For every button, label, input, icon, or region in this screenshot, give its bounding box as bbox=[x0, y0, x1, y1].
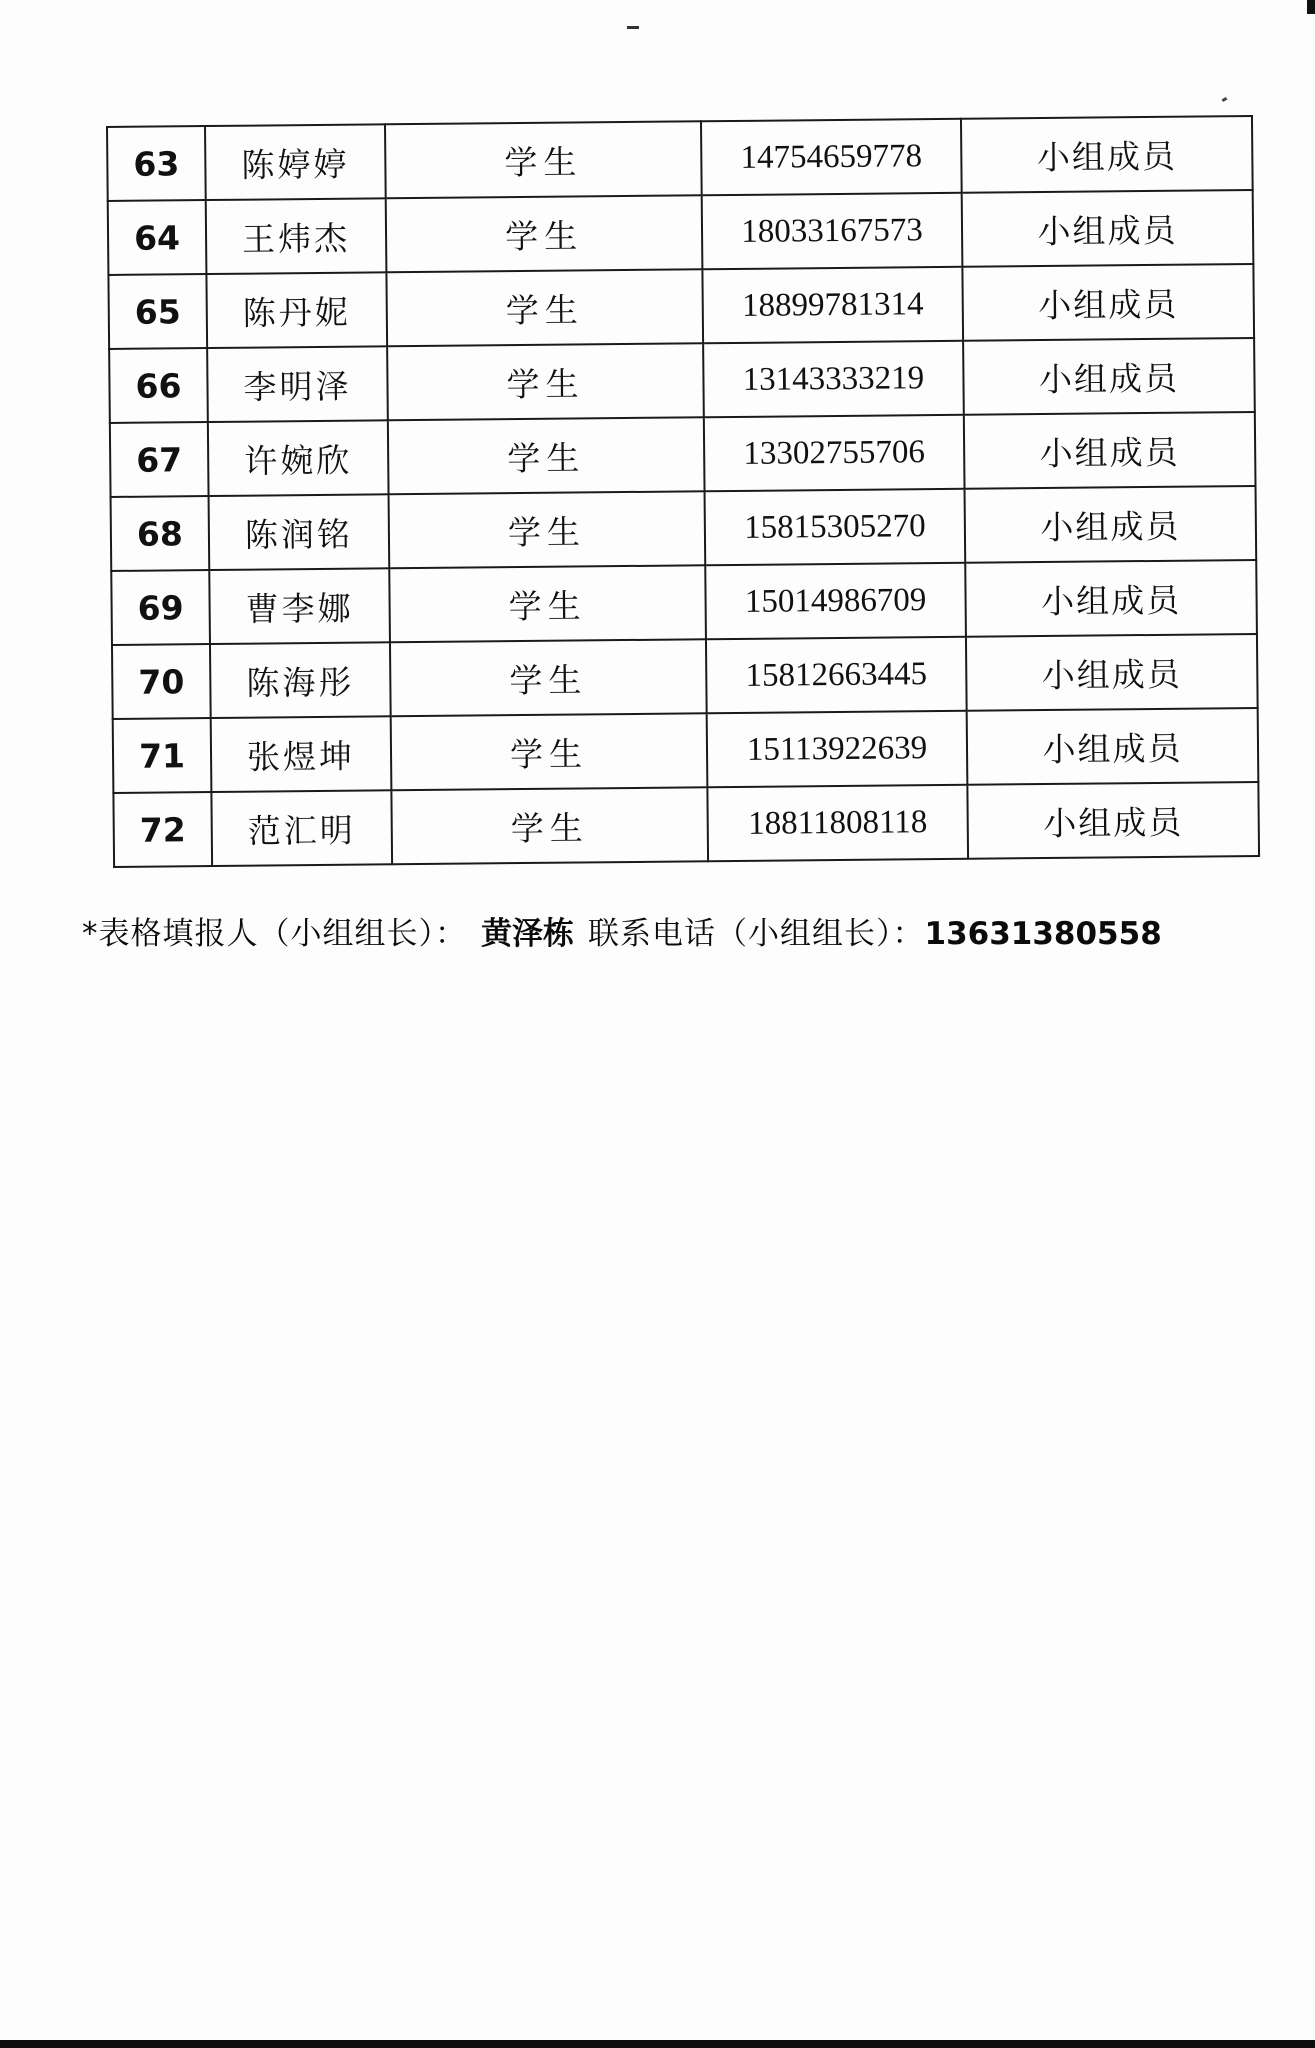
table-row bbox=[113, 782, 1259, 867]
reporter-label: *表格填报人（小组组长）： bbox=[82, 916, 467, 952]
member-name: 王炜杰 bbox=[206, 198, 387, 274]
member-phone: 15815305270 bbox=[705, 489, 966, 565]
reporter-name: 黄泽栋 bbox=[481, 916, 574, 952]
contact-phone-label: 联系电话（小组组长）： bbox=[588, 916, 925, 952]
table-row bbox=[109, 338, 1255, 423]
member-name: 范汇明 bbox=[211, 790, 392, 866]
row-number: 72 bbox=[113, 792, 212, 867]
member-role: 学生 bbox=[386, 195, 703, 272]
member-position: 小组成员 bbox=[962, 264, 1254, 341]
member-position: 小组成员 bbox=[967, 708, 1259, 785]
table-row bbox=[108, 190, 1254, 275]
member-role: 学生 bbox=[385, 121, 702, 198]
scan-edge-mark bbox=[0, 2040, 1315, 2048]
member-position: 小组成员 bbox=[965, 486, 1257, 563]
row-number: 70 bbox=[112, 644, 211, 719]
member-position: 小组成员 bbox=[967, 782, 1259, 859]
member-role: 学生 bbox=[391, 787, 708, 864]
member-phone: 18811808118 bbox=[707, 785, 968, 861]
member-phone: 14754659778 bbox=[701, 119, 962, 195]
scan-edge-mark bbox=[1307, 0, 1315, 14]
member-position: 小组成员 bbox=[964, 412, 1256, 489]
member-phone: 15014986709 bbox=[705, 563, 966, 639]
member-role: 学生 bbox=[387, 343, 704, 420]
member-role: 学生 bbox=[386, 269, 703, 346]
member-name: 陈润铭 bbox=[209, 494, 390, 570]
member-name: 张煜坤 bbox=[211, 716, 392, 792]
contact-phone-value: 13631380558 bbox=[924, 916, 1162, 952]
member-phone: 18899781314 bbox=[702, 267, 963, 343]
table-row bbox=[108, 264, 1254, 349]
table-row bbox=[113, 708, 1259, 793]
table-row bbox=[111, 560, 1257, 645]
row-number: 65 bbox=[108, 274, 207, 349]
member-phone: 13143333219 bbox=[703, 341, 964, 417]
table-row bbox=[107, 116, 1253, 201]
table-row bbox=[112, 634, 1258, 719]
member-phone: 13302755706 bbox=[704, 415, 965, 491]
member-role: 学生 bbox=[388, 417, 705, 494]
row-number: 63 bbox=[107, 126, 206, 201]
member-role: 学生 bbox=[389, 491, 706, 568]
row-number: 64 bbox=[108, 200, 207, 275]
member-phone: 15812663445 bbox=[706, 637, 967, 713]
member-name: 曹李娜 bbox=[209, 568, 390, 644]
scan-speck bbox=[627, 26, 639, 29]
member-position: 小组成员 bbox=[966, 634, 1258, 711]
member-position: 小组成员 bbox=[963, 338, 1255, 415]
table-row bbox=[110, 412, 1256, 497]
member-position: 小组成员 bbox=[965, 560, 1257, 637]
row-number: 66 bbox=[109, 348, 208, 423]
member-table bbox=[106, 115, 1260, 868]
member-table-container bbox=[106, 115, 1258, 868]
scan-speck bbox=[1222, 97, 1228, 102]
member-position: 小组成员 bbox=[962, 190, 1254, 267]
reporter-footnote bbox=[82, 908, 1282, 953]
member-name: 陈海彤 bbox=[210, 642, 391, 718]
member-role: 学生 bbox=[391, 713, 708, 790]
member-name: 陈丹妮 bbox=[206, 272, 387, 348]
member-position: 小组成员 bbox=[961, 116, 1253, 193]
member-role: 学生 bbox=[390, 639, 707, 716]
member-name: 陈婷婷 bbox=[205, 124, 386, 200]
row-number: 69 bbox=[111, 570, 210, 645]
table-row bbox=[111, 486, 1257, 571]
member-name: 李明泽 bbox=[207, 346, 388, 422]
row-number: 68 bbox=[111, 496, 210, 571]
member-phone: 15113922639 bbox=[707, 711, 968, 787]
row-number: 67 bbox=[110, 422, 209, 497]
member-phone: 18033167573 bbox=[702, 193, 963, 269]
row-number: 71 bbox=[113, 718, 212, 793]
member-role: 学生 bbox=[389, 565, 706, 642]
member-name: 许婉欣 bbox=[208, 420, 389, 496]
